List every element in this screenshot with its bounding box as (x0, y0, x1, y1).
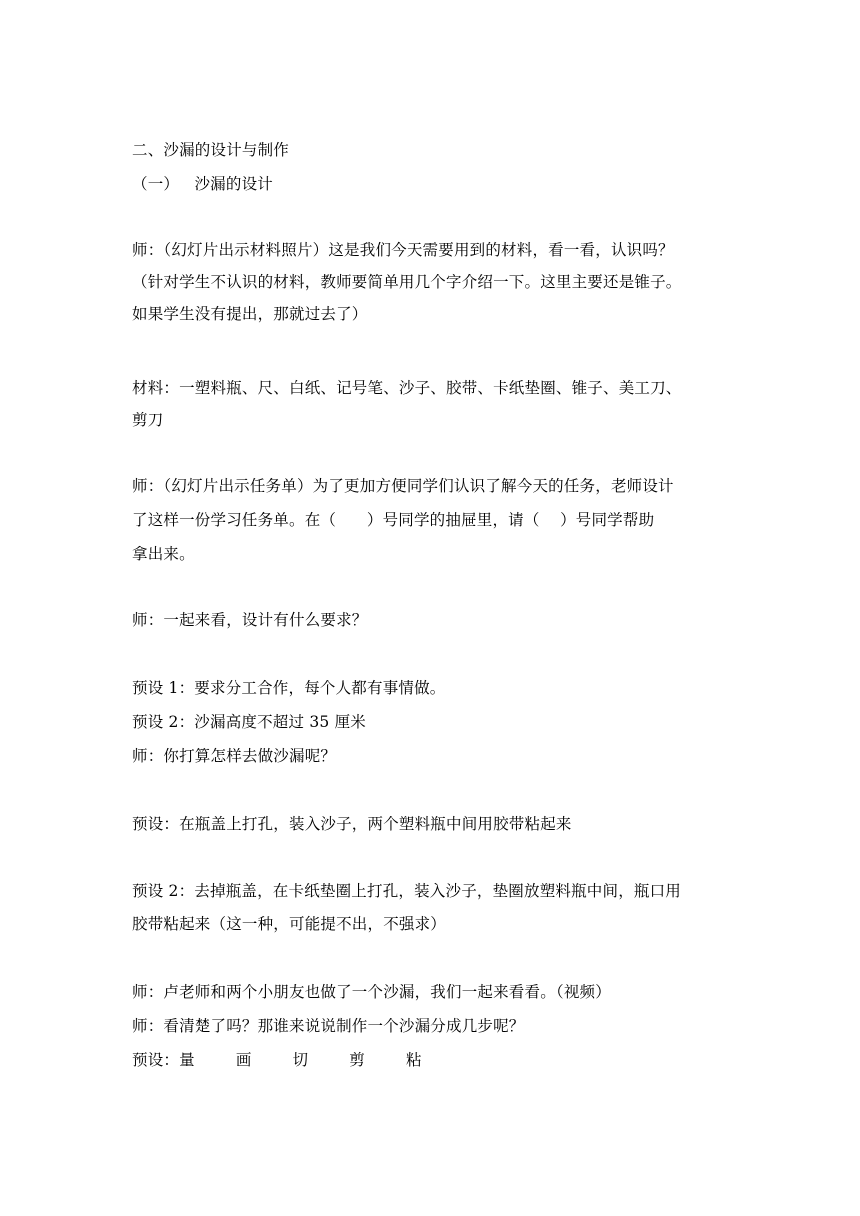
teacher-materials-intro: 师：（幻灯片出示材料照片）这是我们今天需要用到的材料，看一看，认识吗？ (132, 241, 674, 259)
teacher-note-line: 如果学生没有提出，那就过去了） (132, 305, 368, 323)
task-sheet-line: 了这样一份学习任务单。在（ ）号同学的抽屉里，请（ ）号同学帮助 (132, 511, 655, 529)
preset-method-1: 预设：在瓶盖上打孔，装入沙子，两个塑料瓶中间用胶带粘起来 (132, 815, 572, 833)
preset-answer-2: 预设 2：沙漏高度不超过 35 厘米 (132, 713, 366, 731)
task-sheet-line: 师：（幻灯片出示任务单）为了更加方便同学们认识了解今天的任务，老师设计 (132, 477, 674, 495)
preset-method-2: 预设 2：去掉瓶盖，在卡纸垫圈上打孔，装入沙子，垫圈放塑料瓶中间，瓶口用 (132, 882, 681, 900)
subsection-title: （一） 沙漏的设计 (132, 175, 273, 193)
teacher-note-line: （针对学生不认识的材料，教师要简单用几个字介绍一下。这里主要还是锥子。 (132, 273, 682, 291)
preset-method-2-continued: 胶带粘起来（这一种，可能提不出，不强求） (132, 915, 447, 933)
video-line: 师：卢老师和两个小朋友也做了一个沙漏，我们一起来看看。（视频） (132, 983, 611, 1001)
preset-answer-1: 预设 1：要求分工合作，每个人都有事情做。 (132, 679, 446, 697)
how-question: 师：你打算怎样去做沙漏呢？ (132, 747, 337, 765)
section-title: 二、沙漏的设计与制作 (132, 141, 290, 159)
materials-list: 材料：一塑料瓶、尺、白纸、记号笔、沙子、胶带、卡纸垫圈、锥子、美工刀、 (132, 379, 682, 397)
design-question: 师：一起来看，设计有什么要求？ (132, 611, 368, 629)
steps-answer: 预设：量 画 切 剪 粘 (132, 1051, 422, 1069)
materials-list-continued: 剪刀 (132, 411, 164, 429)
steps-question: 师：看清楚了吗？那谁来说说制作一个沙漏分成几步呢？ (132, 1017, 525, 1035)
task-sheet-line: 拿出来。 (132, 545, 195, 563)
